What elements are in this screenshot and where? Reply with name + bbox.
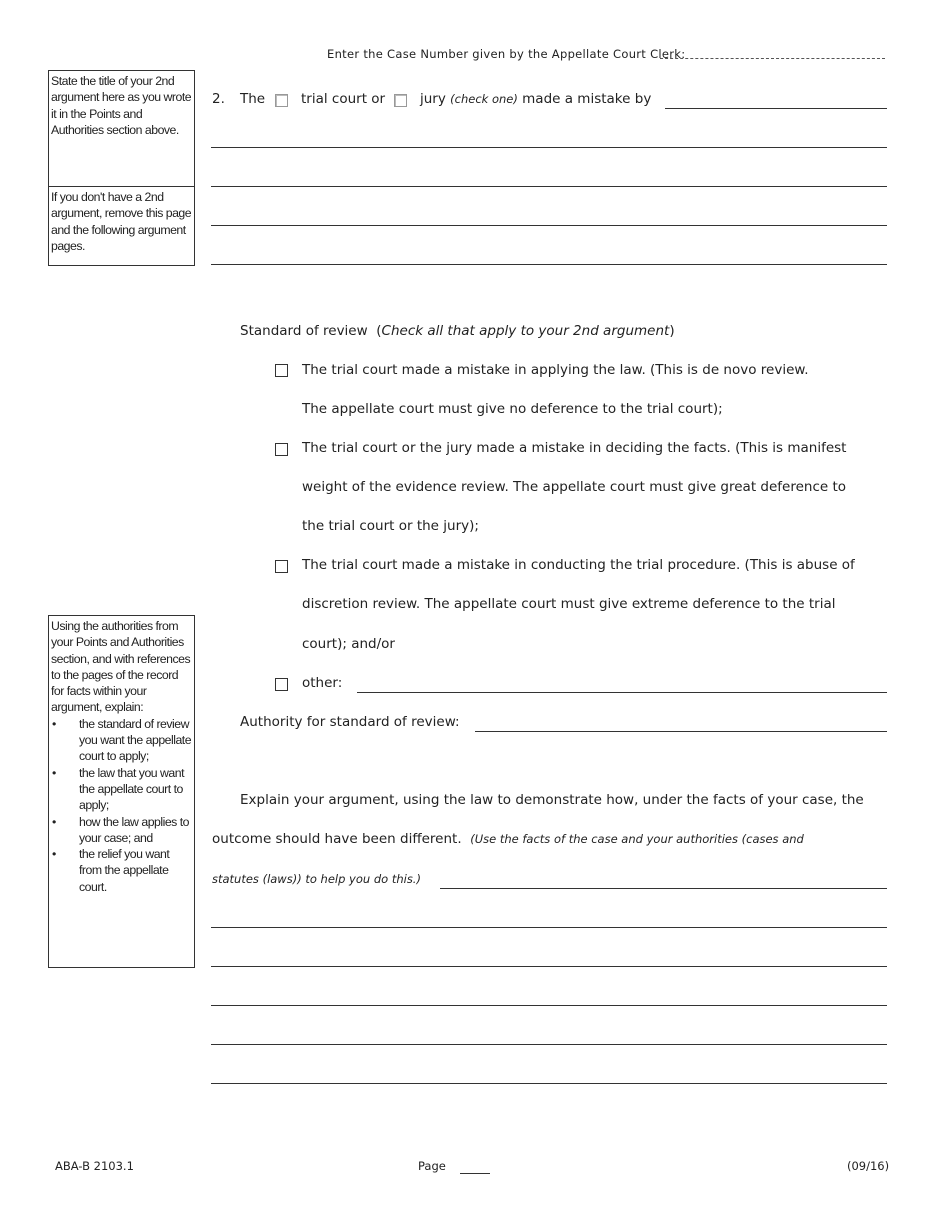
manifest-weight-option-line1: The trial court or the jury made a mistake in deciding the facts. (This is manifest bbox=[302, 440, 847, 456]
explain-answer-line[interactable] bbox=[211, 1083, 887, 1084]
argument-number: 2. bbox=[212, 91, 225, 107]
explain-answer-line[interactable] bbox=[211, 927, 887, 928]
other-standard-input-line[interactable] bbox=[357, 692, 887, 693]
abuse-of-discretion-option-line1: The trial court made a mistake in conducting the trial procedure. (This is abuse of bbox=[302, 557, 855, 573]
explain-answer-line[interactable] bbox=[440, 888, 887, 889]
manifest-weight-option-line3: the trial court or the jury); bbox=[302, 518, 479, 534]
form-revision: (09/16) bbox=[847, 1159, 890, 1173]
explain-hint-text: (Use the facts of the case and your authorities (cases and bbox=[470, 832, 804, 846]
case-number-label: Enter the Case Number given by the Appellate Court Clerk: bbox=[327, 47, 686, 61]
sidebar-instruction-item: • the standard of review you want the appellate court to apply; bbox=[51, 716, 192, 765]
standard-of-review-label: Standard of review bbox=[240, 323, 368, 339]
page-label: Page bbox=[418, 1159, 446, 1173]
form-id: ABA-B 2103.1 bbox=[55, 1159, 134, 1173]
argument-the: The bbox=[240, 91, 266, 107]
explain-answer-line[interactable] bbox=[211, 1005, 887, 1006]
other-standard-label: other: bbox=[302, 675, 343, 691]
mistake-answer-line[interactable] bbox=[211, 264, 887, 265]
jury-label: jury bbox=[420, 91, 446, 107]
standard-of-review-heading: Standard of review (Check all that apply to your 2nd argument) bbox=[240, 323, 675, 339]
manifest-weight-option-line2: weight of the evidence review. The appellate court must give great deference to bbox=[302, 479, 847, 495]
explain-outcome-text: outcome should have been different. bbox=[212, 831, 462, 847]
sidebar-instructions-list bbox=[51, 716, 192, 895]
abuse-of-discretion-option-line2: discretion review. The appellate court must give extreme deference to the trial bbox=[302, 596, 836, 612]
jury-checkbox[interactable] bbox=[394, 94, 407, 107]
de-novo-checkbox[interactable] bbox=[275, 364, 288, 377]
jury-option-label bbox=[420, 91, 651, 107]
made-mistake-label: made a mistake by bbox=[522, 91, 652, 107]
sidebar-title-note: State the title of your 2nd argument here as you wrote it in the Points and Authorities section above. bbox=[51, 74, 192, 137]
authority-input-line[interactable] bbox=[475, 731, 887, 732]
mistake-answer-line[interactable] bbox=[211, 225, 887, 226]
check-one-note: (check one) bbox=[450, 92, 518, 106]
explain-answer-line[interactable] bbox=[211, 1044, 887, 1045]
manifest-weight-checkbox[interactable] bbox=[275, 443, 288, 456]
abuse-of-discretion-checkbox[interactable] bbox=[275, 560, 288, 573]
sidebar-remove-note: If you don't have a 2nd argument, remove this page and the following argument pages. bbox=[51, 190, 192, 253]
explain-instruction-line1: Explain your argument, using the law to demonstrate how, under the facts of your case, the bbox=[240, 792, 864, 808]
page-number-line[interactable] bbox=[460, 1173, 490, 1174]
de-novo-option-line2: The appellate court must give no deference to the trial court); bbox=[302, 401, 723, 417]
sidebar-instruction-item: • how the law applies to your case; and bbox=[51, 814, 192, 847]
sidebar-instructions-intro: Using the authorities from your Points and Authorities section, and with references to the pages of the record for facts within your argument, explain: bbox=[51, 619, 191, 715]
explain-hint-line3: statutes (laws)) to help you do this.) bbox=[212, 872, 421, 886]
authority-label: Authority for standard of review: bbox=[240, 714, 460, 730]
trial-court-checkbox[interactable] bbox=[275, 94, 288, 107]
abuse-of-discretion-option-line3: court); and/or bbox=[302, 636, 395, 652]
mistake-answer-line[interactable] bbox=[211, 147, 887, 148]
mistake-answer-line[interactable] bbox=[665, 108, 887, 109]
sidebar-note-box-top bbox=[48, 70, 195, 266]
other-standard-checkbox[interactable] bbox=[275, 678, 288, 691]
explain-instruction-line2 bbox=[212, 831, 804, 847]
sidebar-instruction-item: • the relief you want from the appellate court. bbox=[51, 846, 192, 895]
sidebar-instruction-item: • the law that you want the appellate court to apply; bbox=[51, 765, 192, 814]
case-number-field[interactable] bbox=[660, 58, 885, 59]
sidebar-instructions-box bbox=[48, 615, 195, 968]
standard-of-review-instruction: Check all that apply to your 2nd argument bbox=[381, 323, 670, 339]
explain-answer-line[interactable] bbox=[211, 966, 887, 967]
mistake-answer-line[interactable] bbox=[211, 186, 887, 187]
trial-court-option-label: trial court or bbox=[301, 91, 386, 107]
de-novo-option-line1: The trial court made a mistake in applying the law. (This is de novo review. bbox=[302, 362, 809, 378]
